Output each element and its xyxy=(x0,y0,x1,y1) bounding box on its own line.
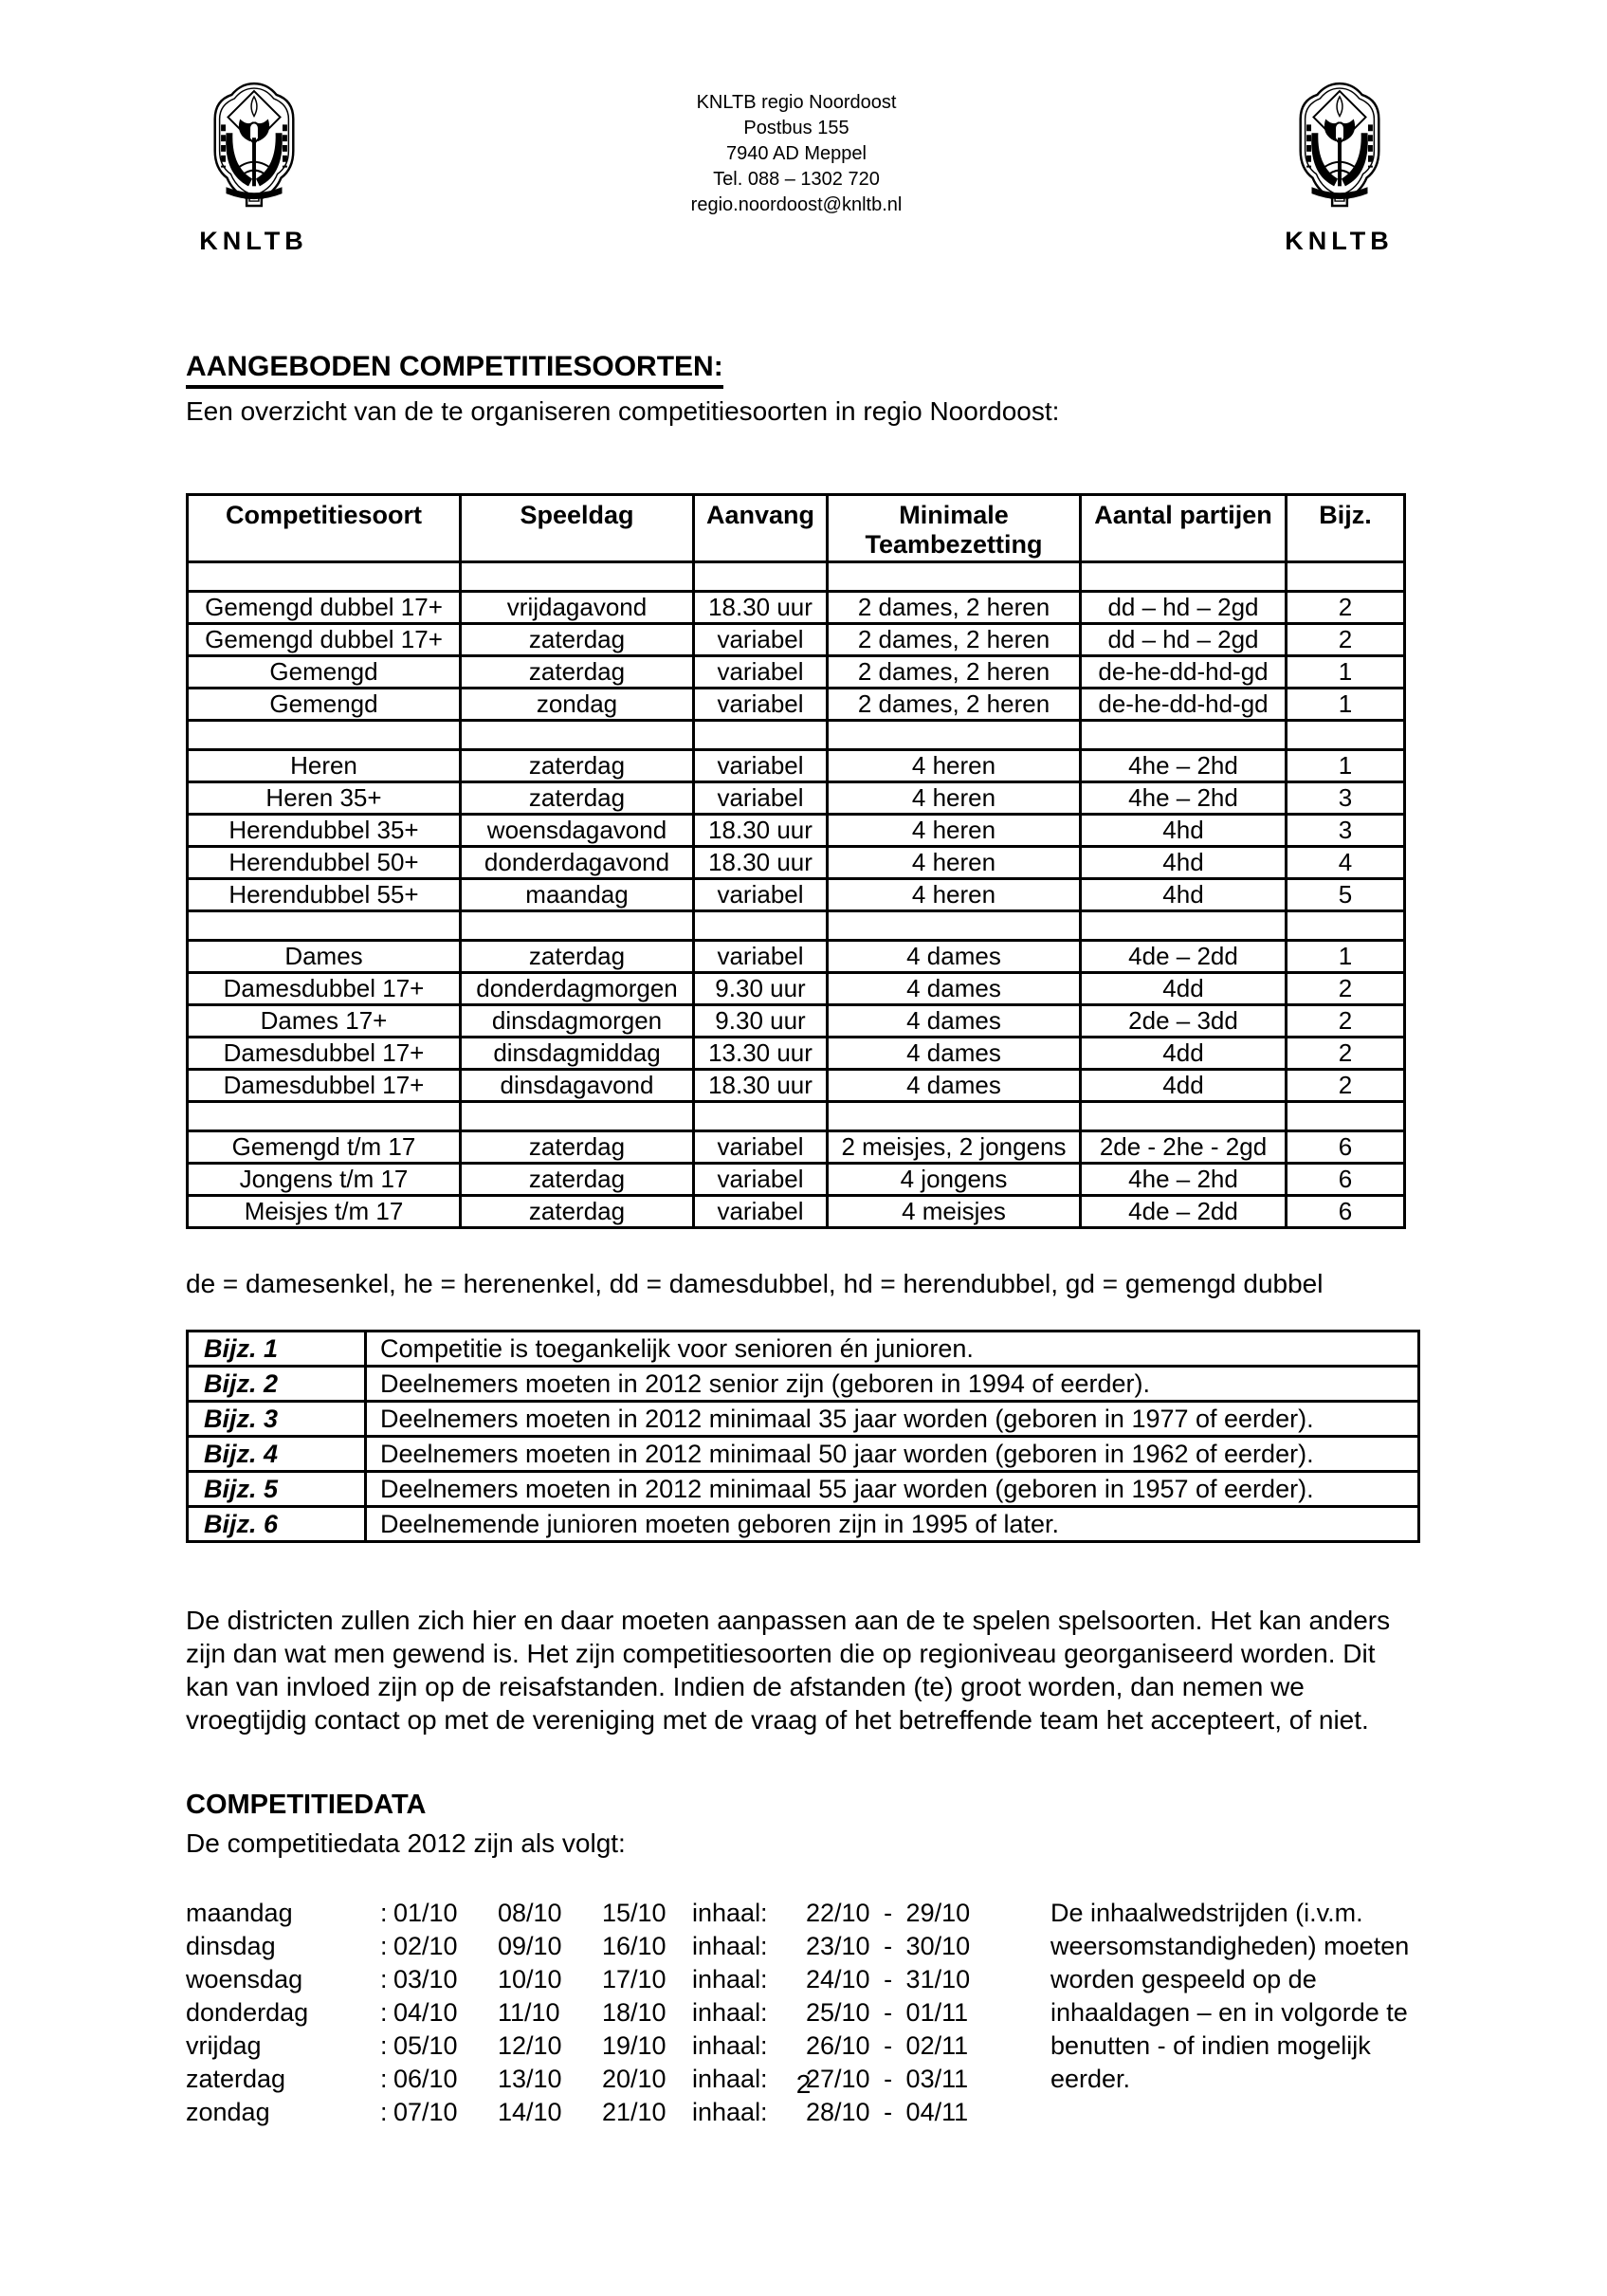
cell-aanvang: 18.30 uur xyxy=(694,815,828,847)
bijz-row xyxy=(188,1332,1419,1367)
cell-partijen: 4hd xyxy=(1081,815,1287,847)
knltb-logo-label: KNLTB xyxy=(199,227,308,255)
schedule-date: 03/10 xyxy=(393,1965,458,1993)
schedule-date: 16/10 xyxy=(602,1932,667,1960)
schedule-date: 15/10 xyxy=(602,1899,667,1927)
schedule-row xyxy=(186,1963,1050,1996)
page-number: 2 xyxy=(795,2069,812,2099)
competition-table-separator-row xyxy=(188,721,1405,750)
cell-aanvang: variabel xyxy=(694,689,828,721)
empty-cell xyxy=(1287,721,1405,750)
schedule-inhaal-range: 22/10 - 29/10 xyxy=(806,1899,971,1927)
empty-cell xyxy=(1081,911,1287,941)
competition-table-separator-row xyxy=(188,562,1405,592)
schedule-inhaal-range: 23/10 - 30/10 xyxy=(806,1932,971,1960)
schedule-day: maandag xyxy=(186,1899,293,1927)
cell-speeldag: zaterdag xyxy=(461,656,694,689)
cell-aanvang: 18.30 uur xyxy=(694,847,828,879)
schedule-date: 01/10 xyxy=(393,1899,458,1927)
cell-bijz: 2 xyxy=(1287,624,1405,656)
cell-aanvang: 13.30 uur xyxy=(694,1038,828,1070)
schedule-inhaal-label: inhaal: xyxy=(692,1998,768,2027)
bijz-text: Deelnemers moeten in 2012 minimaal 35 jaar worden (geboren in 1977 of eerder). xyxy=(366,1402,1419,1437)
empty-cell xyxy=(1081,721,1287,750)
cell-bijz: 6 xyxy=(1287,1196,1405,1228)
schedule-date: 21/10 xyxy=(602,2098,667,2126)
bijz-text: Deelnemers moeten in 2012 minimaal 55 jaar worden (geboren in 1957 of eerder). xyxy=(366,1472,1419,1507)
empty-cell xyxy=(1081,1102,1287,1131)
competition-table-row xyxy=(188,815,1405,847)
cell-competitiesoort: Gemengd xyxy=(188,656,461,689)
cell-partijen: 4dd xyxy=(1081,1038,1287,1070)
cell-aanvang: variabel xyxy=(694,624,828,656)
competition-table-row xyxy=(188,1005,1405,1038)
cell-partijen: 4hd xyxy=(1081,847,1287,879)
empty-cell xyxy=(461,721,694,750)
cell-partijen: dd – hd – 2gd xyxy=(1081,592,1287,624)
knltb-logo-right xyxy=(1275,81,1403,256)
legend-text: de = damesenkel, he = herenenkel, dd = damesdubbel, hd = herendubbel, gd = gemengd dubbel xyxy=(186,1269,1324,1298)
empty-cell xyxy=(188,562,461,592)
cell-teambezetting: 2 dames, 2 heren xyxy=(828,592,1081,624)
cell-bijz: 2 xyxy=(1287,1038,1405,1070)
empty-cell xyxy=(461,562,694,592)
schedule-inhaal-range: 27/10 - 03/11 xyxy=(806,2065,969,2093)
cell-partijen: dd – hd – 2gd xyxy=(1081,624,1287,656)
schedule-date: 20/10 xyxy=(602,2065,667,2093)
schedule-date: 04/10 xyxy=(393,1998,458,2027)
cell-competitiesoort: Gemengd xyxy=(188,689,461,721)
competitiedata-title: COMPETITIEDATA xyxy=(186,1790,427,1820)
competition-table xyxy=(186,493,1406,1229)
header xyxy=(0,0,1607,256)
schedule-inhaal-range: 24/10 - 31/10 xyxy=(806,1965,971,1993)
bijz-label: Bijz. 4 xyxy=(188,1437,366,1472)
cell-aanvang: 9.30 uur xyxy=(694,973,828,1005)
schedule-date: 02/10 xyxy=(393,1932,458,1960)
competition-table-row xyxy=(188,1164,1405,1196)
cell-speeldag: zaterdag xyxy=(461,1164,694,1196)
competition-table-row xyxy=(188,782,1405,815)
cell-competitiesoort: Meisjes t/m 17 xyxy=(188,1196,461,1228)
cell-teambezetting: 4 dames xyxy=(828,1038,1081,1070)
cell-aanvang: variabel xyxy=(694,1164,828,1196)
schedule-row xyxy=(186,1897,1050,1930)
empty-cell xyxy=(828,562,1081,592)
cell-aanvang: variabel xyxy=(694,782,828,815)
cell-speeldag: donderdagmorgen xyxy=(461,973,694,1005)
cell-bijz: 1 xyxy=(1287,689,1405,721)
bijz-text: Deelnemers moeten in 2012 senior zijn (geboren in 1994 of eerder). xyxy=(366,1367,1419,1402)
empty-cell xyxy=(1287,562,1405,592)
section-intro: Een overzicht van de te organiseren competitiesoorten in regio Noordoost: xyxy=(186,396,1060,426)
schedule-date: 11/10 xyxy=(498,1998,560,2027)
knltb-emblem-icon xyxy=(198,81,310,215)
cell-competitiesoort: Herendubbel 35+ xyxy=(188,815,461,847)
bijz-row xyxy=(188,1402,1419,1437)
cell-bijz: 1 xyxy=(1287,941,1405,973)
cell-bijz: 2 xyxy=(1287,1070,1405,1102)
competition-table-row xyxy=(188,1196,1405,1228)
cell-teambezetting: 4 heren xyxy=(828,782,1081,815)
cell-bijz: 1 xyxy=(1287,750,1405,782)
cell-bijz: 2 xyxy=(1287,1005,1405,1038)
cell-teambezetting: 4 heren xyxy=(828,879,1081,911)
schedule-date: 05/10 xyxy=(393,2031,458,2060)
knltb-logo-label: KNLTB xyxy=(1285,227,1394,255)
empty-cell xyxy=(1287,1102,1405,1131)
address-line: KNLTB regio Noordoost xyxy=(696,92,897,113)
cell-aanvang: 18.30 uur xyxy=(694,592,828,624)
cell-aanvang: variabel xyxy=(694,656,828,689)
cell-speeldag: zaterdag xyxy=(461,782,694,815)
cell-aanvang: variabel xyxy=(694,1196,828,1228)
cell-partijen: 4hd xyxy=(1081,879,1287,911)
cell-speeldag: dinsdagmorgen xyxy=(461,1005,694,1038)
inhaal-note: De inhaalwedstrijden (i.v.m. weersomstandigheden) moeten worden gespeeld op de inhaaldagen – en in volgorde te benutten - of indien mogelijk eerder. xyxy=(1050,1899,1410,2093)
cell-bijz: 1 xyxy=(1287,656,1405,689)
cell-partijen: 4dd xyxy=(1081,1070,1287,1102)
schedule-inhaal-range: 28/10 - 04/11 xyxy=(806,2098,969,2126)
cell-competitiesoort: Damesdubbel 17+ xyxy=(188,1038,461,1070)
cell-teambezetting: 4 meisjes xyxy=(828,1196,1081,1228)
cell-competitiesoort: Damesdubbel 17+ xyxy=(188,1070,461,1102)
empty-cell xyxy=(828,1102,1081,1131)
bijz-row xyxy=(188,1367,1419,1402)
address-line: Postbus 155 xyxy=(743,118,849,138)
cell-partijen: 4he – 2hd xyxy=(1081,750,1287,782)
competition-table-separator-row xyxy=(188,1102,1405,1131)
competition-table-row xyxy=(188,941,1405,973)
competition-table-row xyxy=(188,592,1405,624)
col-header-aanvang: Aanvang xyxy=(694,495,828,562)
competition-table-row xyxy=(188,656,1405,689)
competition-table-header-row xyxy=(188,495,1405,562)
schedule-date: 07/10 xyxy=(393,2098,458,2126)
cell-competitiesoort: Heren 35+ xyxy=(188,782,461,815)
competition-table-row xyxy=(188,1038,1405,1070)
districts-paragraph: De districten zullen zich hier en daar moeten aanpassen aan de te spelen spelsoorten. Het kan anders zijn dan wat men gewend is. Het zijn competitiesoorten die op regioniveau georganiseerd worden. Dit kan van invloed zijn op de reisafstanden. Indien de afstanden (te) groot worden, dan nemen we vroegtijdig contact op met de vereniging met de vraag of het betreffende team het accepteert, of niet. xyxy=(186,1606,1391,1735)
schedule-inhaal-label: inhaal: xyxy=(692,1965,768,1993)
bijz-text: Competitie is toegankelijk voor senioren én junioren. xyxy=(366,1332,1419,1367)
empty-cell xyxy=(694,911,828,941)
competition-table-row xyxy=(188,750,1405,782)
schedule-row xyxy=(186,2096,1050,2129)
empty-cell xyxy=(694,562,828,592)
cell-partijen: 4dd xyxy=(1081,973,1287,1005)
address-line: Tel. 088 – 1302 720 xyxy=(713,169,880,190)
schedule-inhaal-label: inhaal: xyxy=(692,2065,768,2093)
empty-cell xyxy=(828,911,1081,941)
schedule-day: donderdag xyxy=(186,1998,309,2027)
cell-speeldag: maandag xyxy=(461,879,694,911)
cell-aanvang: variabel xyxy=(694,879,828,911)
schedule-date: 10/10 xyxy=(498,1965,562,1993)
schedule-date: 13/10 xyxy=(498,2065,562,2093)
cell-teambezetting: 4 heren xyxy=(828,847,1081,879)
schedule-day: zaterdag xyxy=(186,2065,286,2093)
cell-speeldag: zaterdag xyxy=(461,750,694,782)
bijz-text: Deelnemers moeten in 2012 minimaal 50 jaar worden (geboren in 1962 of eerder). xyxy=(366,1437,1419,1472)
address-line: 7940 AD Meppel xyxy=(726,143,867,164)
cell-competitiesoort: Gemengd dubbel 17+ xyxy=(188,592,461,624)
cell-aanvang: 18.30 uur xyxy=(694,1070,828,1102)
schedule-inhaal-range: 25/10 - 01/11 xyxy=(806,1998,969,2027)
cell-partijen: 4de – 2dd xyxy=(1081,1196,1287,1228)
schedule-day: vrijdag xyxy=(186,2031,262,2060)
cell-bijz: 2 xyxy=(1287,973,1405,1005)
schedule-date: 12/10 xyxy=(498,2031,562,2060)
cell-speeldag: woensdagavond xyxy=(461,815,694,847)
cell-partijen: de-he-dd-hd-gd xyxy=(1081,656,1287,689)
cell-speeldag: zondag xyxy=(461,689,694,721)
cell-teambezetting: 4 heren xyxy=(828,815,1081,847)
schedule-row xyxy=(186,2030,1050,2063)
cell-bijz: 4 xyxy=(1287,847,1405,879)
cell-bijz: 3 xyxy=(1287,782,1405,815)
schedule-colon: : xyxy=(380,2031,388,2060)
empty-cell xyxy=(188,721,461,750)
schedule-inhaal-label: inhaal: xyxy=(692,2031,768,2060)
cell-teambezetting: 4 dames xyxy=(828,973,1081,1005)
empty-cell xyxy=(1287,911,1405,941)
cell-aanvang: 9.30 uur xyxy=(694,1005,828,1038)
cell-aanvang: variabel xyxy=(694,941,828,973)
cell-partijen: 4he – 2hd xyxy=(1081,1164,1287,1196)
bijz-label: Bijz. 5 xyxy=(188,1472,366,1507)
schedule-inhaal-label: inhaal: xyxy=(692,1932,768,1960)
bijz-label: Bijz. 3 xyxy=(188,1402,366,1437)
empty-cell xyxy=(1081,562,1287,592)
bijz-table xyxy=(186,1330,1420,1543)
competition-table-row xyxy=(188,879,1405,911)
cell-speeldag: zaterdag xyxy=(461,941,694,973)
empty-cell xyxy=(188,911,461,941)
bijz-text: Deelnemende junioren moeten geboren zijn in 1995 of later. xyxy=(366,1507,1419,1542)
cell-speeldag: donderdagavond xyxy=(461,847,694,879)
cell-aanvang: variabel xyxy=(694,750,828,782)
cell-teambezetting: 2 dames, 2 heren xyxy=(828,689,1081,721)
bijz-row xyxy=(188,1507,1419,1542)
schedule-date: 09/10 xyxy=(498,1932,562,1960)
header-address xyxy=(318,81,1275,218)
schedule-row xyxy=(186,1996,1050,2030)
cell-partijen: 4de – 2dd xyxy=(1081,941,1287,973)
empty-cell xyxy=(828,721,1081,750)
schedule-colon: : xyxy=(380,1998,388,2027)
col-header-competitiesoort: Competitiesoort xyxy=(188,495,461,562)
cell-speeldag: zaterdag xyxy=(461,624,694,656)
cell-aanvang: variabel xyxy=(694,1131,828,1164)
col-header-partijen: Aantal partijen xyxy=(1081,495,1287,562)
competition-table-row xyxy=(188,1131,1405,1164)
schedule-colon: : xyxy=(380,1932,388,1960)
bijz-row xyxy=(188,1437,1419,1472)
cell-partijen: 4he – 2hd xyxy=(1081,782,1287,815)
schedule-date: 06/10 xyxy=(393,2065,458,2093)
schedule-colon: : xyxy=(380,1899,388,1927)
bijz-label: Bijz. 1 xyxy=(188,1332,366,1367)
cell-competitiesoort: Damesdubbel 17+ xyxy=(188,973,461,1005)
cell-bijz: 6 xyxy=(1287,1131,1405,1164)
cell-teambezetting: 4 jongens xyxy=(828,1164,1081,1196)
cell-partijen: de-he-dd-hd-gd xyxy=(1081,689,1287,721)
competition-table-row xyxy=(188,973,1405,1005)
cell-speeldag: dinsdagavond xyxy=(461,1070,694,1102)
knltb-logo-left xyxy=(190,81,318,256)
cell-bijz: 6 xyxy=(1287,1164,1405,1196)
cell-competitiesoort: Heren xyxy=(188,750,461,782)
schedule-row xyxy=(186,1930,1050,1963)
schedule-inhaal-label: inhaal: xyxy=(692,2098,768,2126)
cell-speeldag: vrijdagavond xyxy=(461,592,694,624)
schedule-inhaal-label: inhaal: xyxy=(692,1899,768,1927)
cell-competitiesoort: Dames xyxy=(188,941,461,973)
cell-speeldag: dinsdagmiddag xyxy=(461,1038,694,1070)
cell-partijen: 2de - 2he - 2gd xyxy=(1081,1131,1287,1164)
cell-competitiesoort: Dames 17+ xyxy=(188,1005,461,1038)
address-line: regio.noordoost@knltb.nl xyxy=(690,194,903,215)
schedule-inhaal-range: 26/10 - 02/11 xyxy=(806,2031,969,2060)
schedule-date: 14/10 xyxy=(498,2098,562,2126)
col-header-speeldag: Speeldag xyxy=(461,495,694,562)
schedule-colon: : xyxy=(380,1965,388,1993)
bijz-label: Bijz. 2 xyxy=(188,1367,366,1402)
cell-teambezetting: 4 dames xyxy=(828,1070,1081,1102)
cell-teambezetting: 4 dames xyxy=(828,941,1081,973)
competition-table-row xyxy=(188,1070,1405,1102)
cell-speeldag: zaterdag xyxy=(461,1196,694,1228)
empty-cell xyxy=(461,911,694,941)
col-header-bijz: Bijz. xyxy=(1287,495,1405,562)
bijz-row xyxy=(188,1472,1419,1507)
schedule-date: 19/10 xyxy=(602,2031,667,2060)
schedule-date: 17/10 xyxy=(602,1965,667,1993)
schedule-day: zondag xyxy=(186,2098,270,2126)
schedule-date: 08/10 xyxy=(498,1899,562,1927)
cell-competitiesoort: Gemengd t/m 17 xyxy=(188,1131,461,1164)
bijz-label: Bijz. 6 xyxy=(188,1507,366,1542)
section-title: AANGEBODEN COMPETITIESOORTEN: xyxy=(186,351,1427,389)
schedule-date: 18/10 xyxy=(602,1998,667,2027)
cell-competitiesoort: Herendubbel 50+ xyxy=(188,847,461,879)
cell-partijen: 2de – 3dd xyxy=(1081,1005,1287,1038)
empty-cell xyxy=(694,1102,828,1131)
competition-table-row xyxy=(188,689,1405,721)
empty-cell xyxy=(694,721,828,750)
empty-cell xyxy=(461,1102,694,1131)
schedule-day: woensdag xyxy=(186,1965,303,1993)
cell-speeldag: zaterdag xyxy=(461,1131,694,1164)
cell-teambezetting: 4 heren xyxy=(828,750,1081,782)
content xyxy=(0,351,1607,2129)
cell-competitiesoort: Jongens t/m 17 xyxy=(188,1164,461,1196)
col-header-teambezetting: Minimale Teambezetting xyxy=(828,495,1081,562)
cell-competitiesoort: Herendubbel 55+ xyxy=(188,879,461,911)
cell-competitiesoort: Gemengd dubbel 17+ xyxy=(188,624,461,656)
competition-table-separator-row xyxy=(188,911,1405,941)
cell-bijz: 5 xyxy=(1287,879,1405,911)
competition-table-row xyxy=(188,847,1405,879)
cell-teambezetting: 2 meisjes, 2 jongens xyxy=(828,1131,1081,1164)
empty-cell xyxy=(188,1102,461,1131)
cell-teambezetting: 2 dames, 2 heren xyxy=(828,656,1081,689)
competitiedata-intro: De competitiedata 2012 zijn als volgt: xyxy=(186,1828,626,1858)
schedule-day: dinsdag xyxy=(186,1932,276,1960)
schedule-colon: : xyxy=(380,2098,388,2126)
schedule-colon: : xyxy=(380,2065,388,2093)
cell-teambezetting: 2 dames, 2 heren xyxy=(828,624,1081,656)
cell-bijz: 3 xyxy=(1287,815,1405,847)
competition-table-row xyxy=(188,624,1405,656)
cell-bijz: 2 xyxy=(1287,592,1405,624)
cell-teambezetting: 4 dames xyxy=(828,1005,1081,1038)
knltb-emblem-icon xyxy=(1284,81,1396,215)
